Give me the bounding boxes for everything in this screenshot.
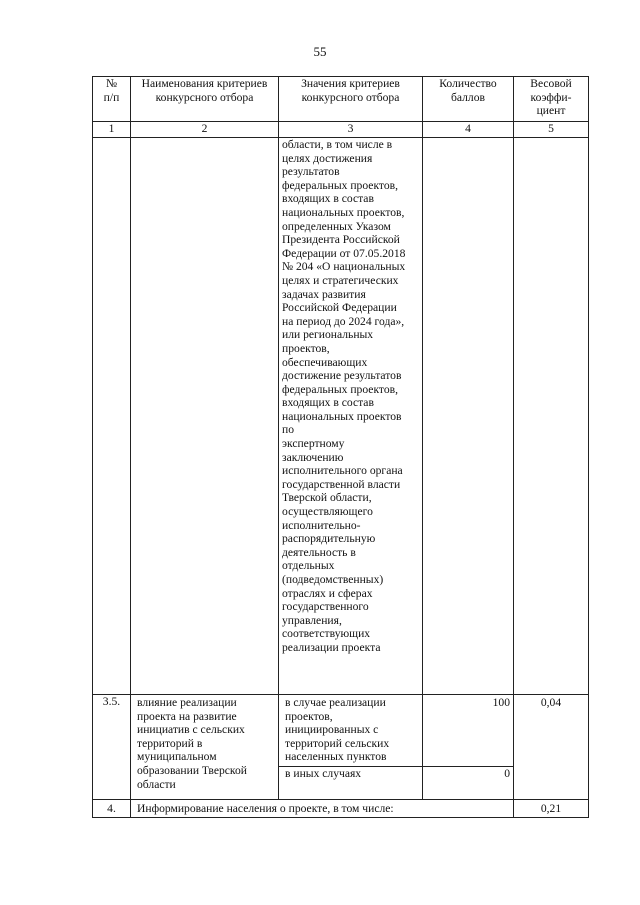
- header-weight: Весовой коэффи- циент: [514, 77, 589, 122]
- continued-criterion-cell: [131, 138, 279, 695]
- criterion-value-option: в иных случаях: [279, 767, 423, 800]
- header-row: [93, 77, 589, 122]
- column-number: 5: [514, 122, 589, 138]
- header-points: Количество баллов: [423, 77, 514, 122]
- row-number: 3.5.: [93, 695, 131, 800]
- weight-value: 0,04: [514, 695, 589, 800]
- column-number-row: [93, 122, 589, 138]
- continued-number-cell: [93, 138, 131, 695]
- points-value: 0: [423, 767, 514, 800]
- continued-row: [93, 138, 589, 695]
- column-number: 2: [131, 122, 279, 138]
- header-criterion-value: Значения критериев конкурсного отбора: [279, 77, 423, 122]
- continued-value-text: области, в том числе в целях достижения результатов федеральных проектов, входящих в состав национальных проектов, определенных Указом Президента Российской Федерации от 07.05.2018 № 204 «О национальных целях и стратегических задачах развития Российской Федерации на период до 2024 года», или региональных проектов, обеспечивающих достижение результатов федеральных проектов, входящих в состав национальных проектов по экспертному заключению исполнительного органа государственной власти Тверской области, осуществляющего исполнительно- распорядительную деятельность в отдельных (подведомственных) отраслях и сферах государственного управления, соответствующих реализации проекта: [279, 138, 423, 695]
- continued-points-cell: [423, 138, 514, 695]
- page-number: 55: [313, 44, 327, 59]
- row-number: 4.: [93, 800, 131, 818]
- row-3-5: [93, 695, 589, 767]
- header-criterion-name: Наименования критериев конкурсного отбора: [131, 77, 279, 122]
- column-number: 1: [93, 122, 131, 138]
- criterion-value-option: в случае реализации проектов, инициированных с территорий сельских населенных пунктов: [279, 695, 423, 767]
- criteria-table: [92, 76, 589, 818]
- weight-value: 0,21: [514, 800, 589, 818]
- column-number: 3: [279, 122, 423, 138]
- points-value: 100: [423, 695, 514, 767]
- row-4: [93, 800, 589, 818]
- continued-weight-cell: [514, 138, 589, 695]
- column-number: 4: [423, 122, 514, 138]
- row-4-text: Информирование населения о проекте, в том числе:: [131, 800, 514, 818]
- criterion-name: влияние реализации проекта на развитие инициатив с сельских территорий в муниципальном образовании Тверской области: [131, 695, 279, 800]
- header-number: № п/п: [93, 77, 131, 122]
